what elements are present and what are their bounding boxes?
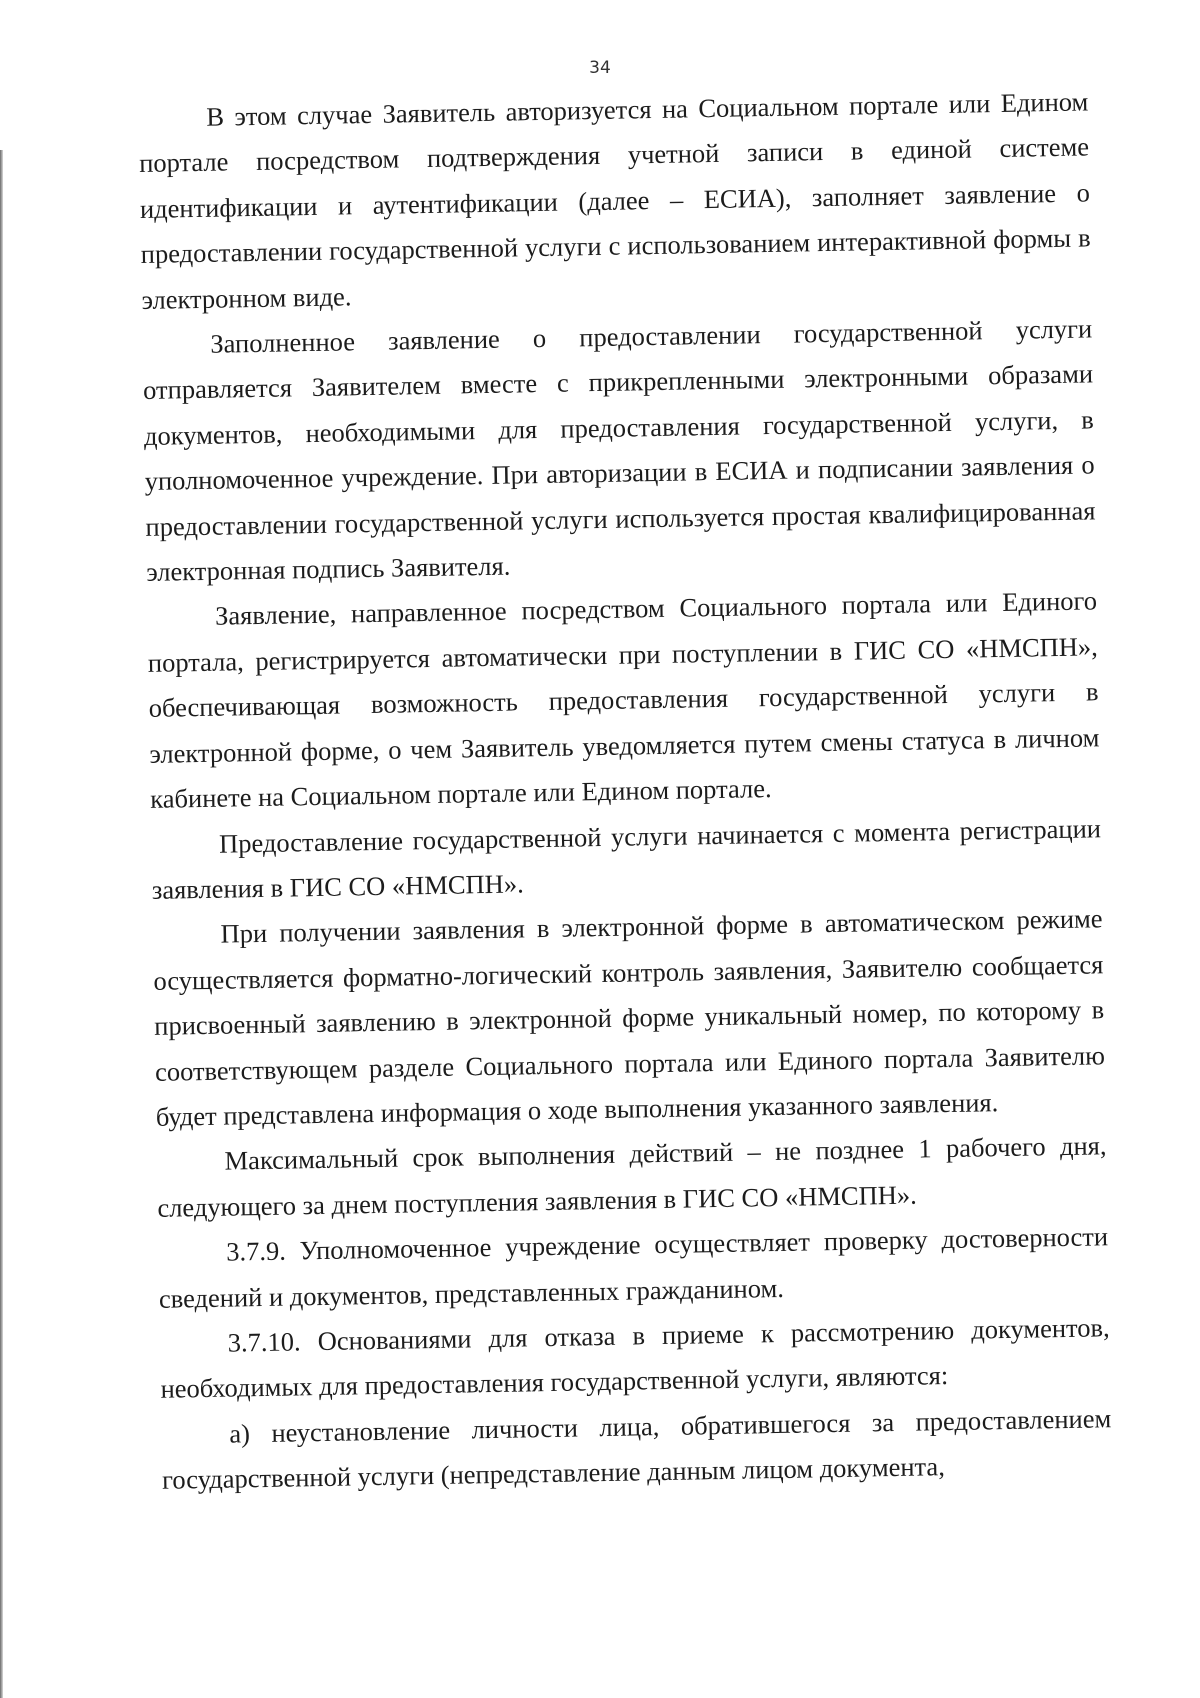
paragraph-section-3-7-10: 3.7.10. Основаниями для отказа в приеме к рассмотрению документов, необходимых для предоставления государственной услуги, являются: — [160, 1312, 1110, 1405]
document-body — [138, 79, 1114, 1575]
paragraph-automatic-registration: Заявление, направленное посредством Социального портала или Единого портала, регистрируется автоматически при поступлении в ГИС СО «НМСПН», обеспечивающая возможность предоставления государственной услуги в электронной форме, о чем Заявитель уведомляется путем смены статуса в личном кабинете на Социальном портале или Едином портале. — [147, 585, 1100, 814]
scan-edge-shadow — [0, 150, 3, 1698]
paragraph-max-deadline: Максимальный срок выполнения действий – не позднее 1 рабочего дня, следующего за днем поступления заявления в ГИС СО «НМСПН». — [157, 1130, 1107, 1223]
paragraph-application-submission: Заполненное заявление о предоставлении государственной услуги отправляется Заявителем вместе с прикрепленными электронными образами документов, необходимыми для предоставления государственной услуги, в уполномоченное учреждение. При авторизации в ЕСИА и подписании заявления о предоставлении государственной услуги используется простая квалифицированная электронная подпись Заявителя. — [142, 313, 1096, 587]
page-number: 34 — [589, 58, 611, 78]
paragraph-esia-authorization: В этом случае Заявитель авторизуется на Социальном портале или Едином портале посредством подтверждения учетной записи в единой системе идентификации и аутентификации (далее – ЕСИА), заполняет заявление о предоставлении государственной услуги с использованием интерактивной формы в электронном виде. — [138, 86, 1091, 315]
paragraph-format-logical-control: При получении заявления в электронной форме в автоматическом режиме осуществляется форматно-логический контроль заявления, Заявителю сообщается присвоенный заявлению в электронной форме уникальный номер, по которому в соответствующем разделе Социального портала или Единого портала Заявителю будет представлена информация о ходе выполнения указанного заявления. — [153, 903, 1106, 1132]
paragraph-service-start: Предоставление государственной услуги начинается с момента регистрации заявления в ГИС СО «НМСПН». — [151, 812, 1102, 905]
paragraph-section-3-7-9: 3.7.9. Уполномоченное учреждение осуществляет проверку достоверности сведений и документов, представленных гражданином. — [158, 1221, 1109, 1314]
paragraph-item-a: а) неустановление личности лица, обратившегося за предоставлением государственной услуги (непредставление данным лицом документа, — [161, 1402, 1112, 1495]
